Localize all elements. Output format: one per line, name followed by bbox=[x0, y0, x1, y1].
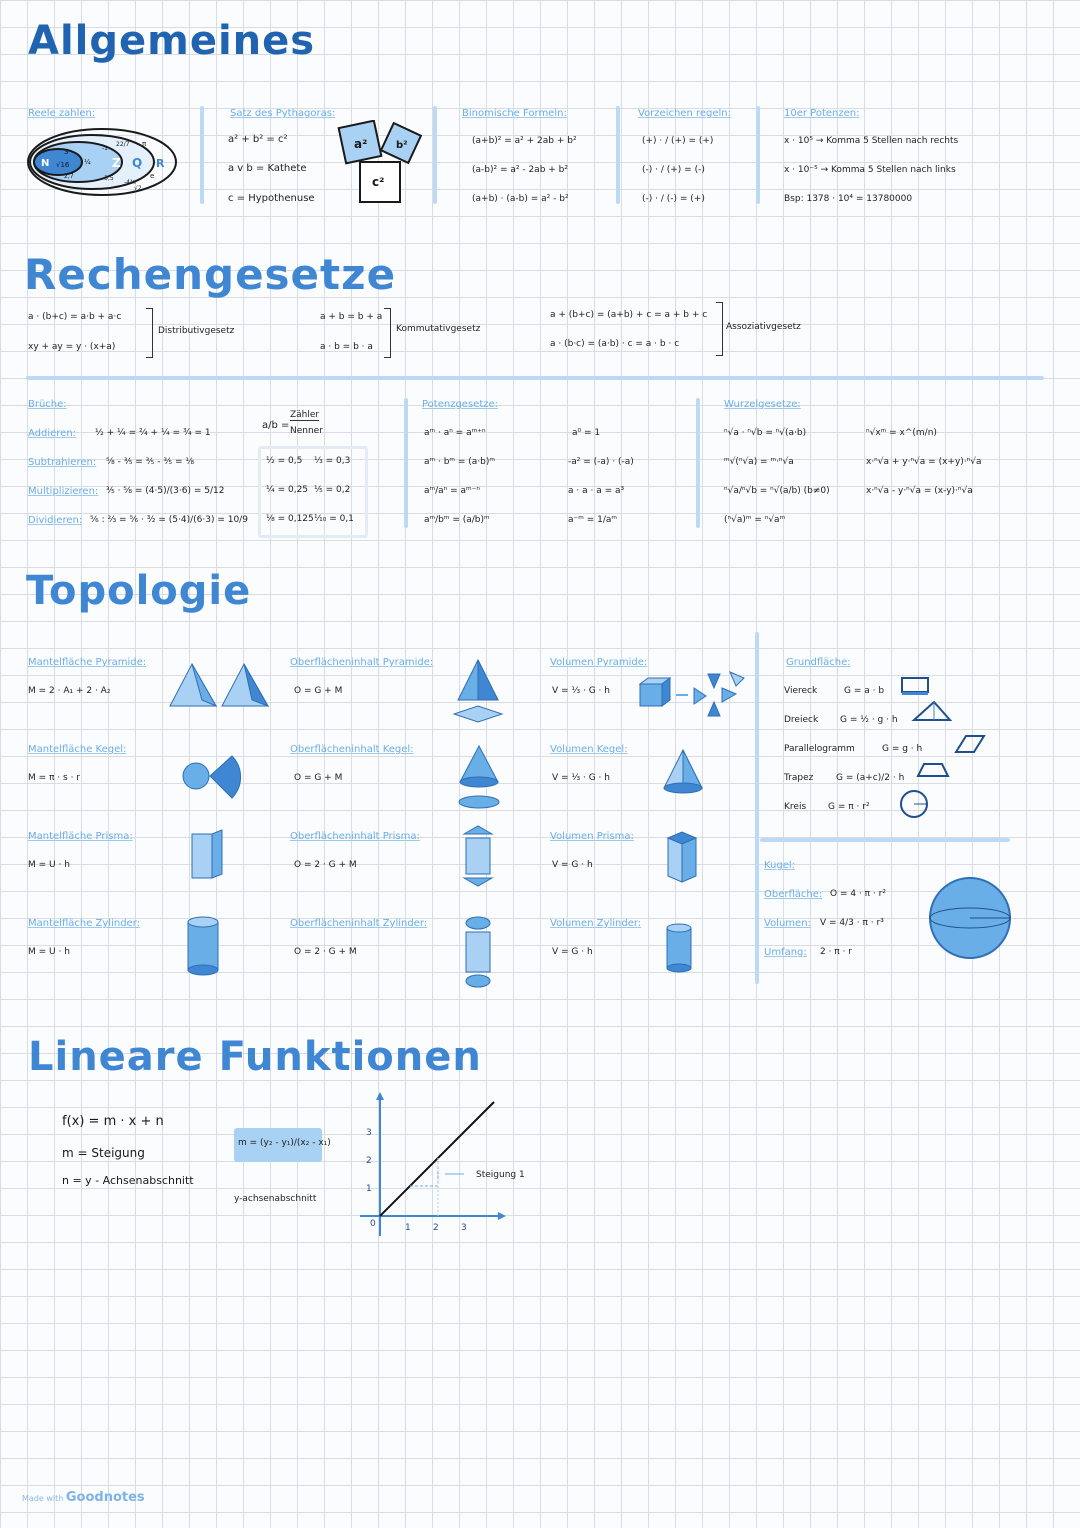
gf-parallelogramm-formula: G = g · h bbox=[882, 744, 923, 754]
wurzel-left-1: ⁿ√a · ⁿ√b = ⁿ√(a·b) bbox=[724, 428, 807, 438]
gf-parallelogramm-name: Parallelogramm bbox=[784, 744, 855, 754]
y-tick-label: 1 bbox=[366, 1184, 372, 1194]
made-with-text: Made with bbox=[22, 1494, 64, 1503]
svg-text:3: 3 bbox=[64, 148, 69, 156]
potenzen-line-1: x · 10⁵ → Komma 5 Stellen nach rechts bbox=[784, 136, 959, 146]
mantel-kegel-formula: M = π · s · r bbox=[28, 773, 81, 783]
mantel-pyramide-formula: M = 2 · A₁ + 2 · A₂ bbox=[28, 686, 111, 696]
vol-pyramide-formula: V = ⅓ · G · h bbox=[552, 686, 610, 696]
gf-viereck-formula: G = a · b bbox=[844, 686, 885, 696]
wurzel-right-3: x·ⁿ√a - y·ⁿ√a = (x-y)·ⁿ√a bbox=[866, 486, 973, 496]
svg-text:π: π bbox=[142, 140, 147, 148]
svg-text:-3,5: -3,5 bbox=[102, 175, 114, 182]
kugel-oberflaeche-name: Oberfläche: bbox=[764, 889, 823, 900]
mantel-zylinder-formula: M = U · h bbox=[28, 947, 70, 957]
pythagoras-kathete: a v b = Kathete bbox=[228, 163, 307, 174]
kugel-volumen-formula: V = 4/3 · π · r³ bbox=[820, 918, 884, 928]
distributiv-line-2: xy + ay = y · (x+a) bbox=[28, 342, 116, 352]
potenzgesetze-label: Potenzgesetze: bbox=[422, 399, 499, 410]
binomische-line-1: (a+b)² = a² + 2ab + b² bbox=[472, 136, 577, 146]
ober-prisma-label: Oberflächeninhalt Prisma: bbox=[290, 831, 420, 842]
vol-prisma-formula: V = G · h bbox=[552, 860, 593, 870]
gf-trapez-formula: G = (a+c)/2 · h bbox=[836, 773, 905, 783]
cone-volume-icon bbox=[660, 748, 706, 796]
lineare-m-def: m = Steigung bbox=[62, 1146, 145, 1160]
ober-zylinder-formula: O = 2 · G + M bbox=[294, 947, 357, 957]
cone-surface-icon bbox=[456, 744, 502, 810]
potenz-left-3: aᵐ/aⁿ = aᵐ⁻ⁿ bbox=[424, 486, 480, 496]
kugel-umfang-name: Umfang: bbox=[764, 947, 807, 958]
x-axis-arrow bbox=[498, 1212, 506, 1220]
kugel-umfang-formula: 2 · π · r bbox=[820, 947, 853, 957]
potenz-right-4: a⁻ᵐ = 1/aᵐ bbox=[568, 515, 618, 525]
mantel-prisma-formula: M = U · h bbox=[28, 860, 70, 870]
y-tick-label: 3 bbox=[366, 1128, 372, 1138]
distributiv-line-1: a · (b+c) = a·b + a·c bbox=[28, 312, 122, 322]
decimal-1: ½ = 0,5 bbox=[266, 456, 303, 466]
brueche-row-4-name: Dividieren: bbox=[28, 515, 83, 526]
kugel-oberflaeche-formula: O = 4 · π · r² bbox=[830, 889, 886, 899]
base-shapes-icons bbox=[896, 672, 1012, 822]
assoziativ-name: Assoziativgesetz bbox=[726, 322, 801, 332]
assoziativ-line-2: a · (b·c) = (a·b) · c = a · b · c bbox=[550, 339, 680, 349]
ober-pyramide-label: Oberflächeninhalt Pyramide: bbox=[290, 657, 434, 668]
mantel-pyramide-label: Mantelfläche Pyramide: bbox=[28, 657, 147, 668]
x-tick-label: 3 bbox=[461, 1223, 467, 1233]
kugel-volumen-name: Volumen: bbox=[764, 918, 811, 929]
reelle-zahlen-label: Reele zahlen: bbox=[28, 108, 96, 119]
potenz-right-3: a · a · a = a³ bbox=[568, 486, 625, 496]
potenz-right-1: a⁰ = 1 bbox=[572, 428, 601, 438]
potenz-left-1: aᵐ · aⁿ = aᵐ⁺ⁿ bbox=[424, 428, 486, 438]
vol-zylinder-formula: V = G · h bbox=[552, 947, 593, 957]
svg-text:2,7: 2,7 bbox=[64, 173, 74, 180]
svg-text:Z: Z bbox=[112, 156, 121, 170]
vorzeichen-line-2: (-) · / (+) = (-) bbox=[642, 165, 705, 175]
binomische-line-3: (a+b) · (a-b) = a² - b² bbox=[472, 194, 569, 204]
potenz-left-2: aᵐ · bᵐ = (a·b)ᵐ bbox=[424, 457, 496, 467]
kugel-label: Kugel: bbox=[764, 860, 796, 871]
x-tick-label: 1 bbox=[405, 1223, 411, 1233]
svg-text:√16: √16 bbox=[56, 161, 70, 169]
pythagoras-formula: a² + b² = c² bbox=[228, 134, 288, 145]
svg-text:a²: a² bbox=[354, 137, 368, 151]
wurzelgesetze-label: Wurzelgesetze: bbox=[724, 399, 801, 410]
lineare-n-def: n = y - Achsenabschnitt bbox=[62, 1174, 194, 1187]
svg-text:22/7: 22/7 bbox=[116, 141, 130, 148]
section-title-topologie: Topologie bbox=[26, 568, 252, 614]
potenzen-line-3: Bsp: 1378 · 10⁴ = 13780000 bbox=[784, 194, 913, 204]
svg-text:-1: -1 bbox=[102, 145, 108, 152]
kommutativ-line-2: a · b = b · a bbox=[320, 342, 373, 352]
x-tick-label: 2 bbox=[433, 1223, 439, 1233]
section-title-rechengesetze: Rechengesetze bbox=[24, 250, 397, 299]
cone-net-icon bbox=[180, 752, 250, 804]
pythagoras-hypothenuse: c = Hypothenuse bbox=[228, 193, 315, 204]
ober-pyramide-formula: O = G + M bbox=[294, 686, 343, 696]
goodnotes-logo bbox=[22, 1490, 145, 1505]
svg-text:c²: c² bbox=[372, 175, 385, 189]
vol-zylinder-label: Volumen Zylinder: bbox=[550, 918, 642, 929]
decimal-2: ⅓ = 0,3 bbox=[314, 456, 351, 466]
section-title-lineare-funktionen: Lineare Funktionen bbox=[28, 1034, 482, 1080]
ober-kegel-label: Oberflächeninhalt Kegel: bbox=[290, 744, 414, 755]
gf-trapez-name: Trapez bbox=[784, 773, 814, 783]
wurzel-left-3: ⁿ√a/ⁿ√b = ⁿ√(a/b) (b≠0) bbox=[724, 486, 830, 496]
vol-kegel-formula: V = ⅓ · G · h bbox=[552, 773, 610, 783]
bruch-zaehler: Zähler bbox=[290, 410, 320, 420]
prism-mantle-icon bbox=[188, 826, 228, 884]
vol-prisma-label: Volumen Prisma: bbox=[550, 831, 634, 842]
gf-kreis-name: Kreis bbox=[784, 802, 807, 812]
origin-label: 0 bbox=[370, 1219, 376, 1229]
y-axis-arrow bbox=[376, 1092, 384, 1100]
ober-prisma-formula: O = 2 · G + M bbox=[294, 860, 357, 870]
vol-pyramide-label: Volumen Pyramide: bbox=[550, 657, 648, 668]
brueche-row-2-name: Subtrahieren: bbox=[28, 457, 97, 468]
y-tick-label: 2 bbox=[366, 1156, 372, 1166]
number-sets-diagram bbox=[24, 120, 184, 200]
binomische-label: Binomische Formeln: bbox=[462, 108, 567, 119]
potenzen-line-2: x · 10⁻⁵ → Komma 5 Stellen nach links bbox=[784, 165, 956, 175]
potenz-right-2: -a² = (-a) · (-a) bbox=[568, 457, 634, 467]
mantel-kegel-label: Mantelfläche Kegel: bbox=[28, 744, 127, 755]
kommutativ-line-1: a + b = b + a bbox=[320, 312, 383, 322]
mantel-zylinder-label: Mantelfläche Zylinder: bbox=[28, 918, 141, 929]
lineare-formula: f(x) = m · x + n bbox=[62, 1114, 164, 1129]
wurzel-right-1: ⁿ√xᵐ = x^(m/n) bbox=[866, 428, 937, 438]
vorzeichen-label: Vorzeichen regeln: bbox=[638, 108, 732, 119]
decimal-3: ¼ = 0,25 bbox=[266, 485, 309, 495]
svg-text:¼: ¼ bbox=[84, 158, 91, 166]
pyramid-net-icon bbox=[166, 660, 282, 712]
ober-zylinder-label: Oberflächeninhalt Zylinder: bbox=[290, 918, 428, 929]
assoziativ-line-1: a + (b+c) = (a+b) + c = a + b + c bbox=[550, 310, 708, 320]
gf-dreieck-formula: G = ½ · g · h bbox=[840, 715, 898, 725]
brueche-row-3-formula: ⅗ · ⅝ = (4·5)/(3·6) = 5/12 bbox=[106, 486, 225, 496]
vorzeichen-line-1: (+) · / (+) = (+) bbox=[642, 136, 714, 146]
cylinder-surface-icon bbox=[462, 914, 494, 990]
wurzel-left-2: ᵐ√(ⁿ√a) = ᵐ·ⁿ√a bbox=[724, 457, 794, 467]
brueche-row-4-formula: ⅚ : ⅔ = ⅚ · ³⁄₂ = (5·4)/(6·3) = 10/9 bbox=[90, 515, 248, 525]
svg-text:b²: b² bbox=[396, 140, 408, 151]
decimal-6: ¹⁄₁₀ = 0,1 bbox=[314, 514, 354, 524]
ober-kegel-formula: O = G + M bbox=[294, 773, 343, 783]
mantel-prisma-label: Mantelfläche Prisma: bbox=[28, 831, 133, 842]
binomische-line-2: (a-b)² = a² - 2ab + b² bbox=[472, 165, 568, 175]
vol-kegel-label: Volumen Kegel: bbox=[550, 744, 628, 755]
steigung-label: Steigung 1 bbox=[476, 1170, 525, 1180]
gf-dreieck-name: Dreieck bbox=[784, 715, 819, 725]
svg-text:e: e bbox=[150, 172, 155, 180]
y-achsen-label: y-achsenabschnitt bbox=[234, 1194, 317, 1204]
lineare-m-formula: m = (y₂ - y₁)/(x₂ - x₁) bbox=[238, 1138, 331, 1148]
bruch-nenner: Nenner bbox=[290, 426, 323, 436]
svg-text:√2: √2 bbox=[134, 185, 142, 192]
section-title-allgemeines: Allgemeines bbox=[28, 18, 316, 64]
cylinder-mantle-icon bbox=[186, 914, 222, 978]
wurzel-right-2: x·ⁿ√a + y·ⁿ√a = (x+y)·ⁿ√a bbox=[866, 457, 982, 467]
svg-text:Q: Q bbox=[132, 156, 143, 170]
svg-text:-4¾: -4¾ bbox=[124, 179, 136, 186]
kommutativ-name: Kommutativgesetz bbox=[396, 324, 481, 334]
decimal-4: ⅕ = 0,2 bbox=[314, 485, 351, 495]
svg-text:R: R bbox=[156, 157, 165, 170]
brueche-row-1-name: Addieren: bbox=[28, 428, 77, 439]
wurzel-left-4: (ⁿ√a)ᵐ = ⁿ√aᵐ bbox=[724, 515, 786, 525]
gf-kreis-formula: G = π · r² bbox=[828, 802, 870, 812]
decimal-5: ⅛ = 0,125 bbox=[266, 514, 314, 524]
function-line bbox=[380, 1102, 494, 1216]
potenz-left-4: aᵐ/bᵐ = (a/b)ᵐ bbox=[424, 515, 490, 525]
svg-text:N: N bbox=[41, 158, 50, 169]
cylinder-volume-icon bbox=[664, 922, 696, 976]
brueche-row-3-name: Multiplizieren: bbox=[28, 486, 99, 497]
gf-viereck-name: Viereck bbox=[784, 686, 818, 696]
sphere-icon bbox=[926, 874, 1016, 964]
brueche-label: Brüche: bbox=[28, 399, 67, 410]
prism-volume-icon bbox=[664, 830, 704, 886]
linear-function-graph bbox=[350, 1090, 510, 1240]
prism-surface-icon bbox=[460, 824, 496, 888]
vorzeichen-line-3: (-) · / (-) = (+) bbox=[642, 194, 705, 204]
brueche-row-1-formula: ½ + ¼ = ²⁄₄ + ¼ = ¾ = 1 bbox=[95, 428, 211, 438]
pythagoras-label: Satz des Pythagoras: bbox=[230, 108, 336, 119]
pyramid-surface-icon bbox=[450, 658, 506, 724]
cube-to-pyramids-icon bbox=[636, 668, 748, 724]
distributiv-name: Distributivgesetz bbox=[158, 326, 235, 336]
bruch-ab: a/b = bbox=[262, 420, 290, 431]
potenzen-label: 10er Potenzen: bbox=[784, 108, 860, 119]
brueche-row-2-formula: ⅝ - ⅗ = ⅗ - ⅗ = ⅛ bbox=[106, 457, 195, 467]
goodnotes-brand: Goodnotes bbox=[65, 1490, 145, 1505]
pythagoras-squares-diagram bbox=[336, 120, 426, 208]
grundflaeche-label: Grundfläche: bbox=[786, 657, 851, 668]
